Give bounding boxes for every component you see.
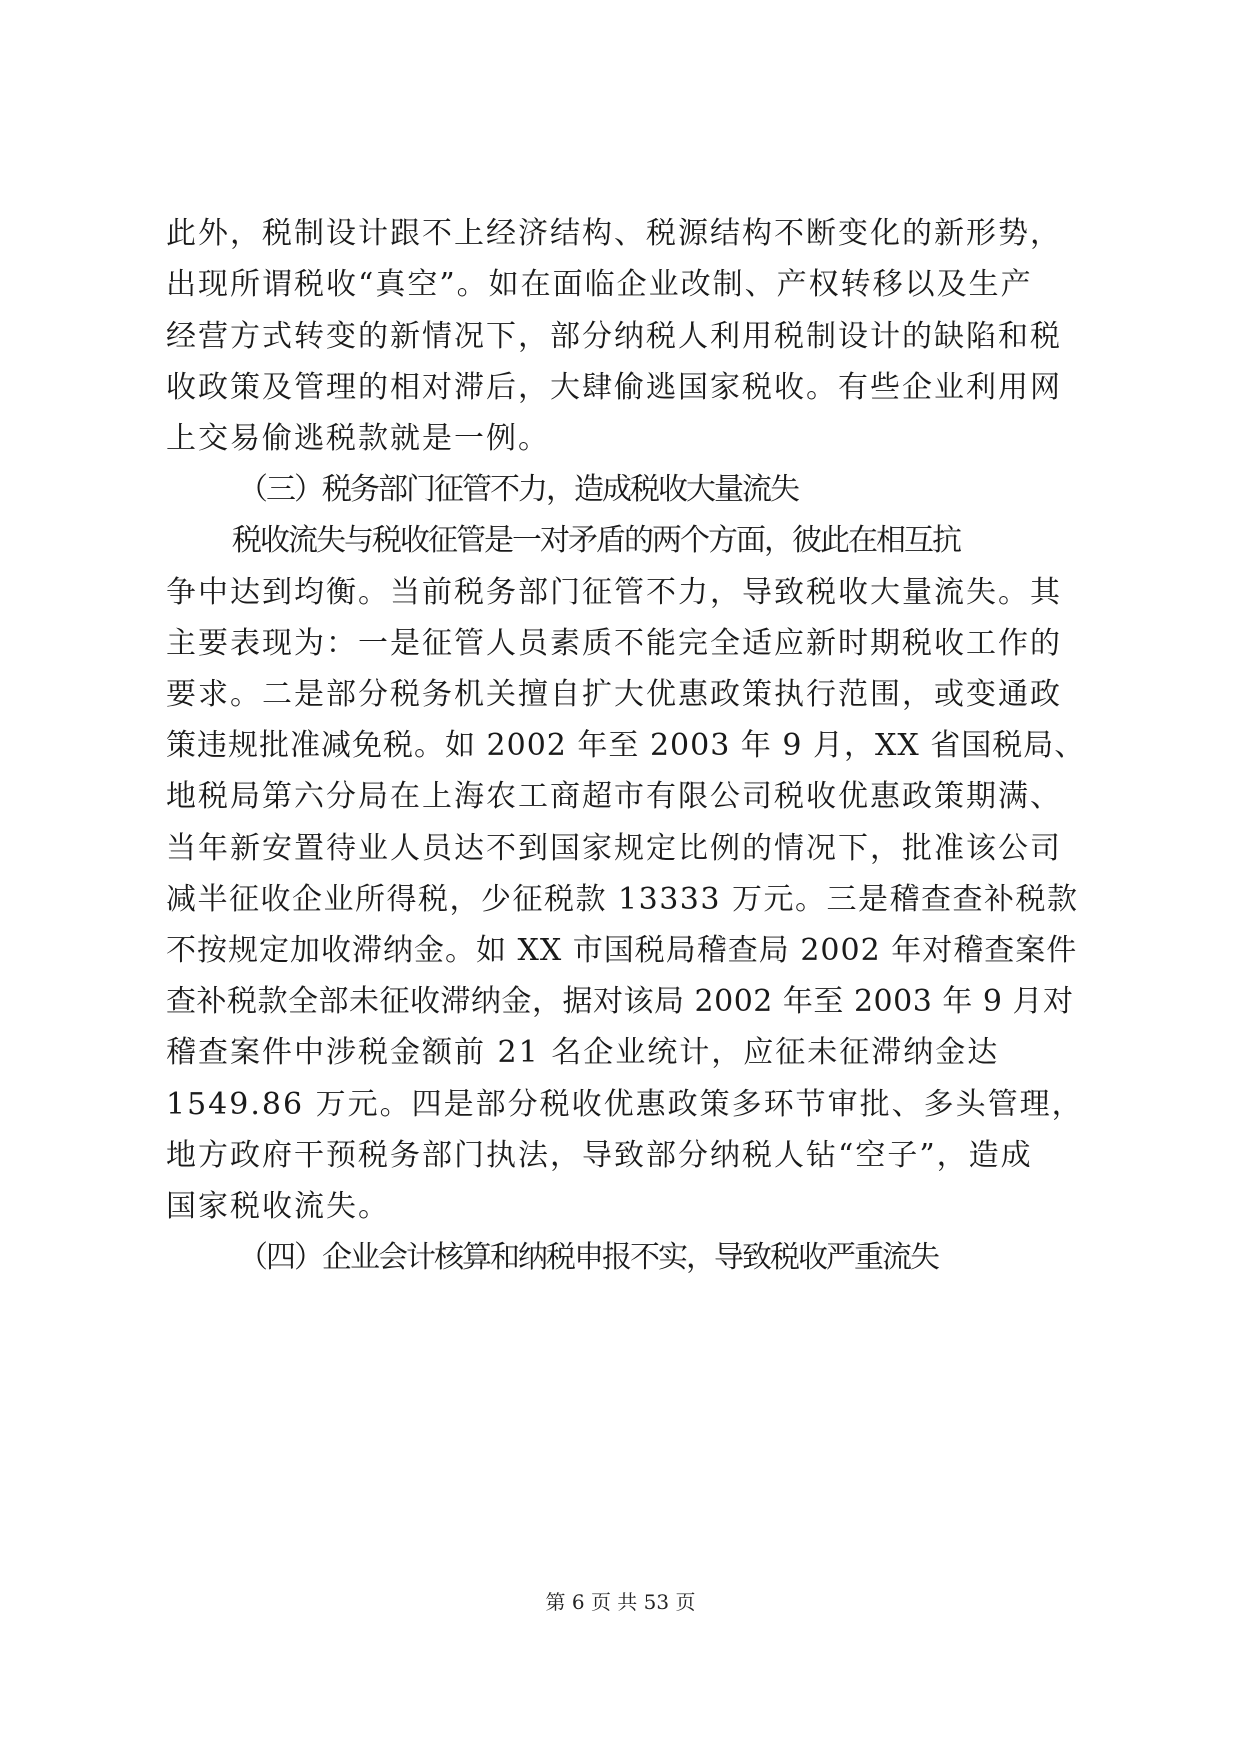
text-line: 争中达到均衡。当前税务部门征管不力，导致税收大量流失。其: [166, 575, 1062, 610]
text-line: 收政策及管理的相对滞后，大肆偷逃国家税收。有些企业利用网: [166, 370, 1062, 405]
text-line: 稽查案件中涉税金额前 21 名企业统计，应征未征滞纳金达: [166, 1035, 1000, 1070]
text-line: 主要表现为：一是征管人员素质不能完全适应新时期税收工作的: [166, 626, 1062, 661]
section-heading-3: （三）税务部门征管不力，造成税收大量流失: [238, 472, 798, 507]
text-line: 减半征收企业所得税，少征税款 13333 万元。三是稽查查补税款: [166, 882, 1079, 917]
text-line: 税收流失与税收征管是一对矛盾的两个方面，彼此在相互抗: [232, 523, 960, 558]
text-line: 1549.86 万元。四是部分税收优惠政策多环节审批、多头管理，: [166, 1087, 1084, 1122]
text-line: 当年新安置待业人员达不到国家规定比例的情况下，批准该公司: [166, 831, 1062, 866]
text-line: 地税局第六分局在上海农工商超市有限公司税收优惠政策期满、: [166, 779, 1062, 814]
text-line: 不按规定加收滞纳金。如 XX 市国税局稽查局 2002 年对稽查案件: [166, 933, 1078, 968]
page-footer: 第 6 页 共 53 页: [545, 1590, 696, 1614]
text-line: 国家税收流失。: [166, 1189, 390, 1224]
text-line: 策违规批准减免税。如 2002 年至 2003 年 9 月，XX 省国税局、: [166, 728, 1086, 763]
text-line: 地方政府干预税务部门执法，导致部分纳税人钻“空子”，造成: [166, 1138, 1033, 1173]
text-line: 出现所谓税收“真空”。如在面临企业改制、产权转移以及生产: [166, 267, 1033, 302]
section-heading-4: （四）企业会计核算和纳税申报不实，导致税收严重流失: [238, 1240, 938, 1275]
text-line: 此外，税制设计跟不上经济结构、税源结构不断变化的新形势，: [166, 216, 1062, 251]
text-line: 上交易偷逃税款就是一例。: [166, 421, 550, 456]
text-line: 经营方式转变的新情况下，部分纳税人利用税制设计的缺陷和税: [166, 319, 1062, 354]
text-line: 要求。二是部分税务机关擅自扩大优惠政策执行范围，或变通政: [166, 677, 1062, 712]
text-line: 查补税款全部未征收滞纳金，据对该局 2002 年至 2003 年 9 月对: [166, 984, 1074, 1019]
